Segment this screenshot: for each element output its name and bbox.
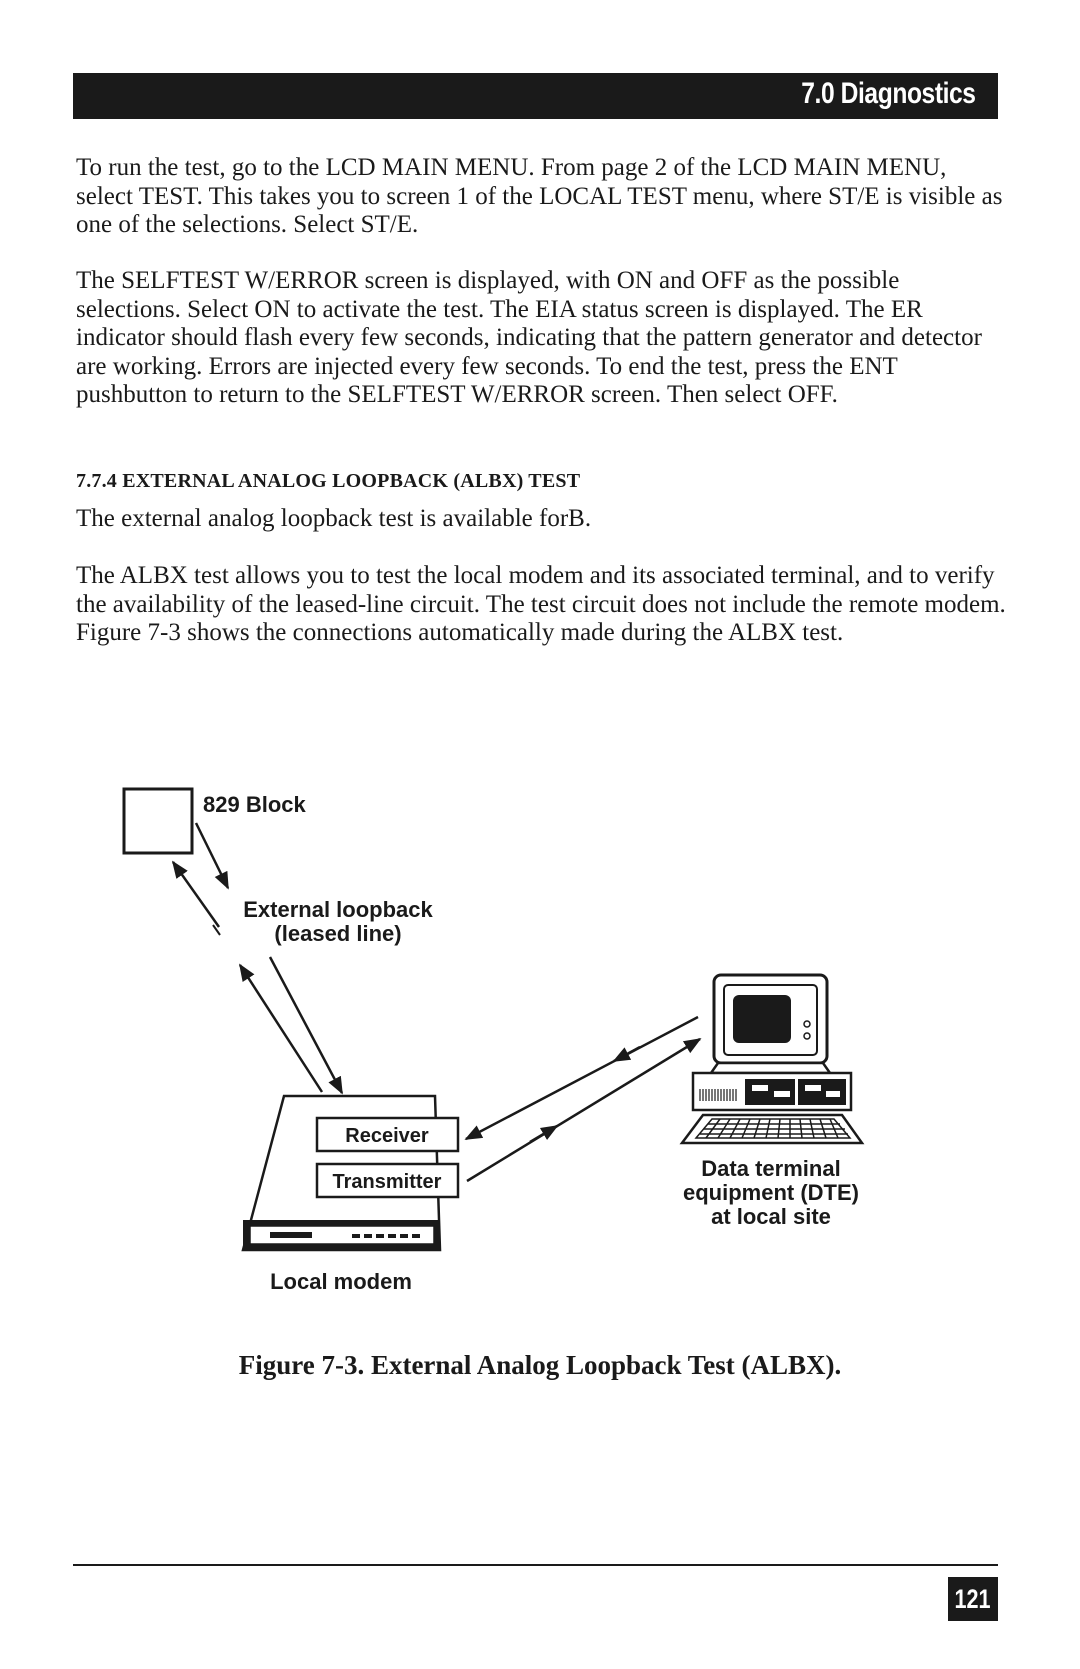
paragraph-selftest: The SELFTEST W/ERROR screen is displayed, with ON and OFF as the possible selections. Select ON to activate the test. The EIA status screen is displayed. The ER indicator should flash every few seconds, indicating that the pattern generator and detector are working. Errors are injected every few seconds. To end the test, press the ENT pushbutton to return to the SELFTEST W/ERROR screen. Then select OFF.: [76, 267, 982, 408]
transmitter-label: Transmitter: [332, 1171, 442, 1193]
transmitter-to-dte-arrow: [467, 1039, 700, 1181]
block-829-icon: [124, 789, 192, 853]
transmitter-to-dte-midhead: [530, 1126, 557, 1142]
receiver-label: Receiver: [345, 1125, 429, 1147]
albx-diagram: [0, 770, 1080, 1330]
local-modem-label: Local modem: [270, 1269, 412, 1294]
dte-label-line2: equipment (DTE): [683, 1180, 859, 1205]
dte-to-receiver-midhead: [614, 1047, 640, 1061]
section-heading-albx: 7.7.4 EXTERNAL ANALOG LOOPBACK (ALBX) TEST: [76, 470, 581, 492]
page-number-box: [948, 1577, 998, 1621]
paragraph-run-test: To run the test, go to the LCD MAIN MENU. From page 2 of the LCD MAIN MENU, select TEST. This takes you to screen 1 of the LOCAL TEST menu, where ST/E is visible as one of the selections. Select ST/E.: [76, 154, 1003, 238]
section-title: 7.0 Diagnostics: [801, 77, 976, 110]
paragraph-albx-description: The ALBX test allows you to test the local modem and its associated terminal, and to verify the availability of the leased-line circuit. The test circuit does not include the remote modem. Figure 7-3 shows the connections automatically made during the ALBX test.: [76, 562, 1006, 646]
dte-label-line3: at local site: [711, 1204, 831, 1229]
dte-to-receiver-arrow: [466, 1017, 698, 1139]
loopback-arrow-down: [196, 823, 228, 888]
page-number: 121: [954, 1583, 992, 1614]
loopback-label-line1: External loopback: [243, 897, 433, 922]
dte-computer-icon: [682, 975, 862, 1143]
loopback-label-line2: (leased line): [274, 921, 402, 946]
loopback-arrow-up: [173, 862, 219, 927]
figure-caption: Figure 7-3. External Analog Loopback Test (ALBX).: [238, 1350, 842, 1380]
block-829-label: 829 Block: [203, 792, 306, 817]
leased-line-up-arrow: [240, 965, 322, 1092]
paragraph-availability: The external analog loopback test is available forB.: [76, 505, 592, 532]
footer-rule: [73, 1564, 998, 1566]
section-header-bar: [73, 73, 998, 119]
leased-line-down-arrow: [270, 957, 342, 1093]
dte-label-line1: Data terminal: [701, 1156, 841, 1181]
